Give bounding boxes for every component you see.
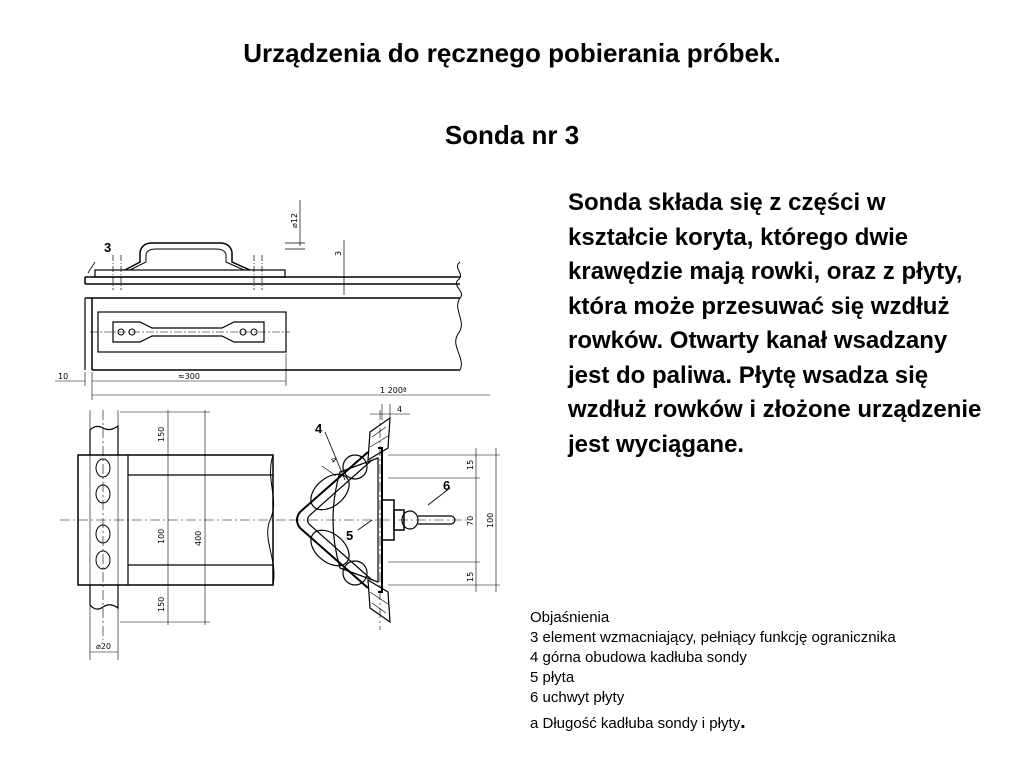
plan-view xyxy=(55,298,490,414)
description-text: Sonda składa się z części w kształcie koryta, którego dwie krawędzie mają rowki, oraz z płyty, która może przesuwać się wzdłuż rowków. Otwarty kanał wsadzany jest do paliwa. Płytę wsadza się wzdłuż rowków i złożone urządzenie jest wyciągane. xyxy=(568,189,982,458)
part-number-4: 4 xyxy=(315,421,323,436)
dim-w4: 4 xyxy=(397,405,403,414)
slide-subtitle: Sonda nr 3 xyxy=(444,120,580,150)
dim-len10: 10 xyxy=(58,372,69,381)
dim-h150-top: 150 xyxy=(157,426,166,442)
dim-h100: 100 xyxy=(157,528,166,544)
dim-d12: ⌀12 xyxy=(290,213,299,228)
part-number-5: 5 xyxy=(346,528,354,543)
legend-item: 6 uchwyt płyty xyxy=(530,689,625,706)
legend-note-dot: . xyxy=(740,711,746,733)
legend-item: 5 płyta xyxy=(530,669,575,686)
side-view xyxy=(85,200,462,298)
dim-h150-bottom: 150 xyxy=(157,596,166,612)
legend-heading: Objaśnienia xyxy=(530,609,610,626)
slide-title: Urządzenia do ręcznego pobierania próbek. xyxy=(243,38,781,68)
dim-r100: 100 xyxy=(486,512,495,528)
legend-item: 3 element wzmacniający, pełniący funkcję ogranicznika xyxy=(530,629,896,646)
part-number-6: 6 xyxy=(443,478,451,493)
dim-r15-bottom: 15 xyxy=(466,571,475,582)
dim-h400: 400 xyxy=(194,530,203,546)
dim-len1200: 1 200ª xyxy=(380,386,407,395)
dim-d20: ⌀20 xyxy=(96,642,111,651)
dim-s4: 4 xyxy=(328,455,339,466)
dim-len300: ≈300 xyxy=(178,372,200,381)
legend-item: 4 górna obudowa kadłuba sondy xyxy=(530,649,747,666)
legend-note-text: a Długość kadłuba sondy i płyty xyxy=(530,715,741,732)
part-number-3: 3 xyxy=(104,240,112,255)
dim-r15-top: 15 xyxy=(466,459,475,470)
dim-t3: 3 xyxy=(334,250,343,256)
dim-r70: 70 xyxy=(466,515,475,526)
end-view xyxy=(60,410,290,660)
